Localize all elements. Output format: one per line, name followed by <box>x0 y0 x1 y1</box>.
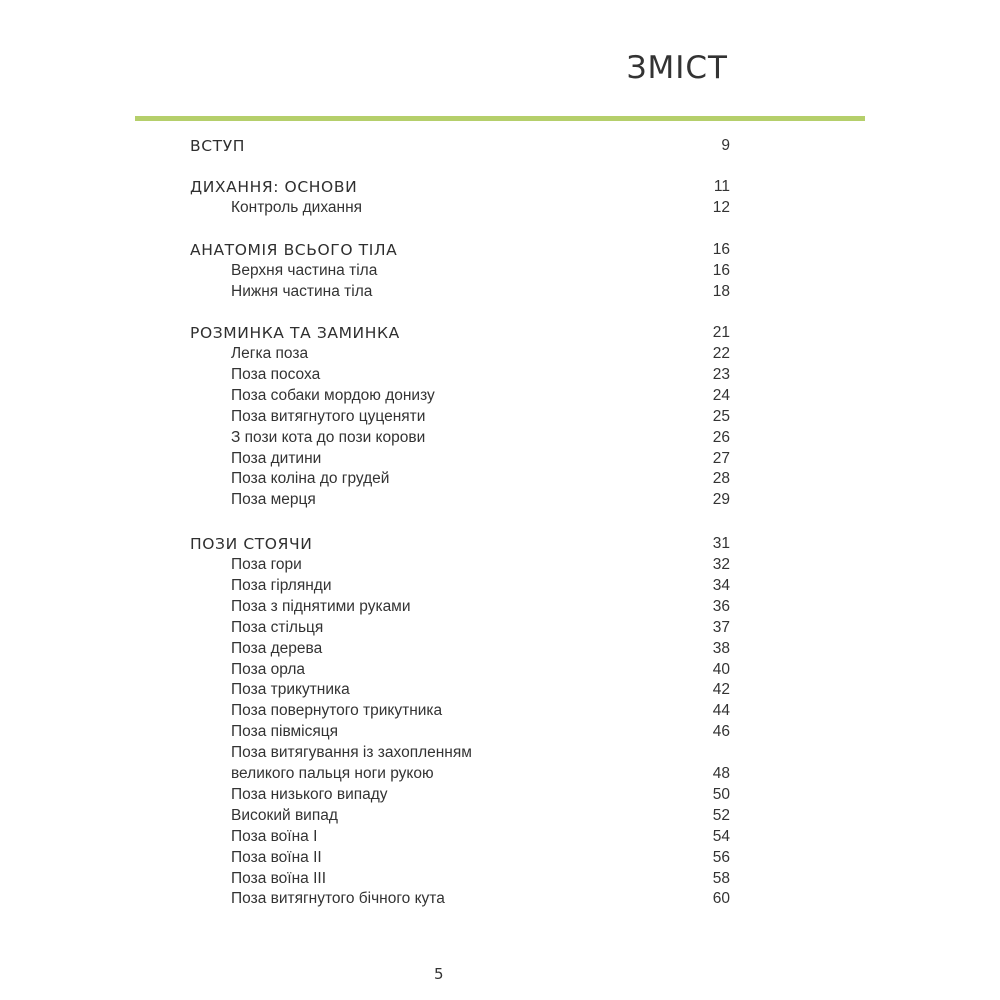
toc-entry-row <box>190 345 730 367</box>
toc-entry-row <box>190 744 730 766</box>
toc-entry-row <box>190 890 730 912</box>
toc-entry-row <box>190 661 730 683</box>
toc-entry-title: Поза гори <box>231 556 302 573</box>
toc-entry-row <box>190 366 730 388</box>
toc-entry-page: 26 <box>712 428 730 446</box>
toc-entry-page: 37 <box>712 618 730 636</box>
toc-entry-page: 60 <box>712 890 730 908</box>
toc-entry-row <box>190 681 730 703</box>
toc-section-row <box>190 241 730 263</box>
toc-entry-title: Поза стільця <box>231 618 324 636</box>
toc-entry-row <box>190 262 730 284</box>
toc-entry-title: Поза орла <box>231 660 305 678</box>
toc-entry-row <box>190 556 730 578</box>
toc-entry-title: Поза з піднятими руками <box>231 597 411 615</box>
toc-entry-title: Поза трикутника <box>231 681 350 699</box>
toc-entry-row <box>190 619 730 641</box>
toc-entry-row <box>190 870 730 892</box>
toc-entry-row <box>190 723 730 745</box>
toc-entry-page: 34 <box>712 576 730 594</box>
toc-section-title: ПОЗИ СТОЯЧИ <box>190 535 313 553</box>
toc-entry-row <box>190 828 730 850</box>
toc-entry-page: 28 <box>712 470 730 488</box>
toc-entry-row <box>190 387 730 409</box>
toc-entry-title: Поза воїна I <box>231 827 318 845</box>
toc-entry-page: 48 <box>712 765 730 782</box>
toc-section-row <box>190 324 730 346</box>
toc-entry-page: 40 <box>712 660 730 678</box>
toc-section-page: 11 <box>713 178 730 195</box>
toc-entry-page: 32 <box>712 556 730 573</box>
toc-entry-title: Поза витягнутого цуценяти <box>231 407 426 425</box>
toc-entry-page: 18 <box>712 282 730 300</box>
toc-entry-title: Поза витягування із захопленням <box>231 744 472 762</box>
toc-entry-row <box>190 807 730 829</box>
toc-entry-row <box>190 786 730 808</box>
toc-entry-title: Поза воїна II <box>231 848 322 866</box>
toc-entry-title: Верхня частина тіла <box>231 262 378 279</box>
toc-entry-title: Поза посоха <box>231 365 321 383</box>
toc-entry-title: Поза гірлянди <box>231 576 332 594</box>
toc-entry-page: 56 <box>712 848 730 866</box>
toc-entry-title: Поза собаки мордою донизу <box>231 386 435 404</box>
toc-entry-title: Поза коліна до грудей <box>231 470 390 488</box>
toc-entry-title: Поза витягнутого бічного кута <box>231 890 445 908</box>
toc-section-row <box>190 137 730 159</box>
toc-section-page: 21 <box>712 324 730 341</box>
toc-entry-page: 44 <box>712 702 730 720</box>
toc-section-page: 31 <box>712 535 730 552</box>
toc-entry-page: 50 <box>712 785 730 803</box>
toc-entry-row <box>190 491 730 513</box>
toc-entry-title: Поза низького випаду <box>231 785 388 803</box>
toc-entry-page: 29 <box>712 491 730 509</box>
toc-entry-page: 52 <box>712 806 730 824</box>
toc-entry-page: 38 <box>712 639 730 657</box>
toc-entry-page: 24 <box>712 386 730 404</box>
toc-section-title: РОЗМИНКА ТА ЗАМИНКА <box>190 324 400 342</box>
toc-entry-title: Поза дерева <box>231 639 323 657</box>
toc-entry-row <box>190 429 730 451</box>
toc-entry-row <box>190 283 730 305</box>
toc-entry-page: 27 <box>712 449 730 467</box>
toc-entry-page: 23 <box>712 365 730 383</box>
toc-entry-title: Нижня частина тіла <box>231 282 373 300</box>
toc-entry-page: 16 <box>712 262 730 279</box>
toc-entry-row <box>190 765 730 787</box>
toc-entry-page: 22 <box>712 345 730 362</box>
toc-entry-title: Поза мерця <box>231 491 316 509</box>
page-number: 5 <box>434 965 444 983</box>
toc-entry-row <box>190 640 730 662</box>
toc-entry-row <box>190 199 730 221</box>
toc-entry-row <box>190 849 730 871</box>
toc-entry-page: 25 <box>712 407 730 425</box>
toc-entry-title: Поза дитини <box>231 449 322 467</box>
toc-entry-title: великого пальця ноги рукою <box>231 765 434 782</box>
toc-entry-row <box>190 598 730 620</box>
toc-section-title: ДИХАННЯ: ОСНОВИ <box>190 178 358 196</box>
page-title: ЗМІСТ <box>626 50 728 86</box>
toc-entry-page: 12 <box>712 199 730 216</box>
toc-entry-title: З пози кота до пози корови <box>231 428 426 446</box>
toc-entry-row <box>190 702 730 724</box>
toc-section-title: АНАТОМІЯ ВСЬОГО ТІЛА <box>190 241 398 259</box>
toc-section-title: ВСТУП <box>190 137 246 155</box>
toc-section-page: 16 <box>712 241 730 258</box>
toc-entry-title: Поза повернутого трикутника <box>231 702 443 720</box>
toc-entry-page: 42 <box>712 681 730 699</box>
toc-entry-page: 54 <box>712 827 730 845</box>
toc-entry-title: Контроль дихання <box>231 199 363 216</box>
toc-entry-row <box>190 577 730 599</box>
toc-entry-row <box>190 450 730 472</box>
toc-entry-title: Поза півмісяця <box>231 723 339 741</box>
toc-section-row <box>190 178 730 200</box>
toc-entry-page: 58 <box>712 869 730 887</box>
toc-entry-row <box>190 408 730 430</box>
toc-entry-row <box>190 470 730 492</box>
toc-entry-page: 46 <box>712 723 730 741</box>
toc-section-page: 9 <box>721 137 730 154</box>
toc-section-row <box>190 535 730 557</box>
toc-entry-title: Поза воїна III <box>231 869 327 887</box>
toc-entry-page: 36 <box>712 597 730 615</box>
toc-entry-title: Легка поза <box>231 345 309 362</box>
toc-entry-title: Високий випад <box>231 806 338 824</box>
